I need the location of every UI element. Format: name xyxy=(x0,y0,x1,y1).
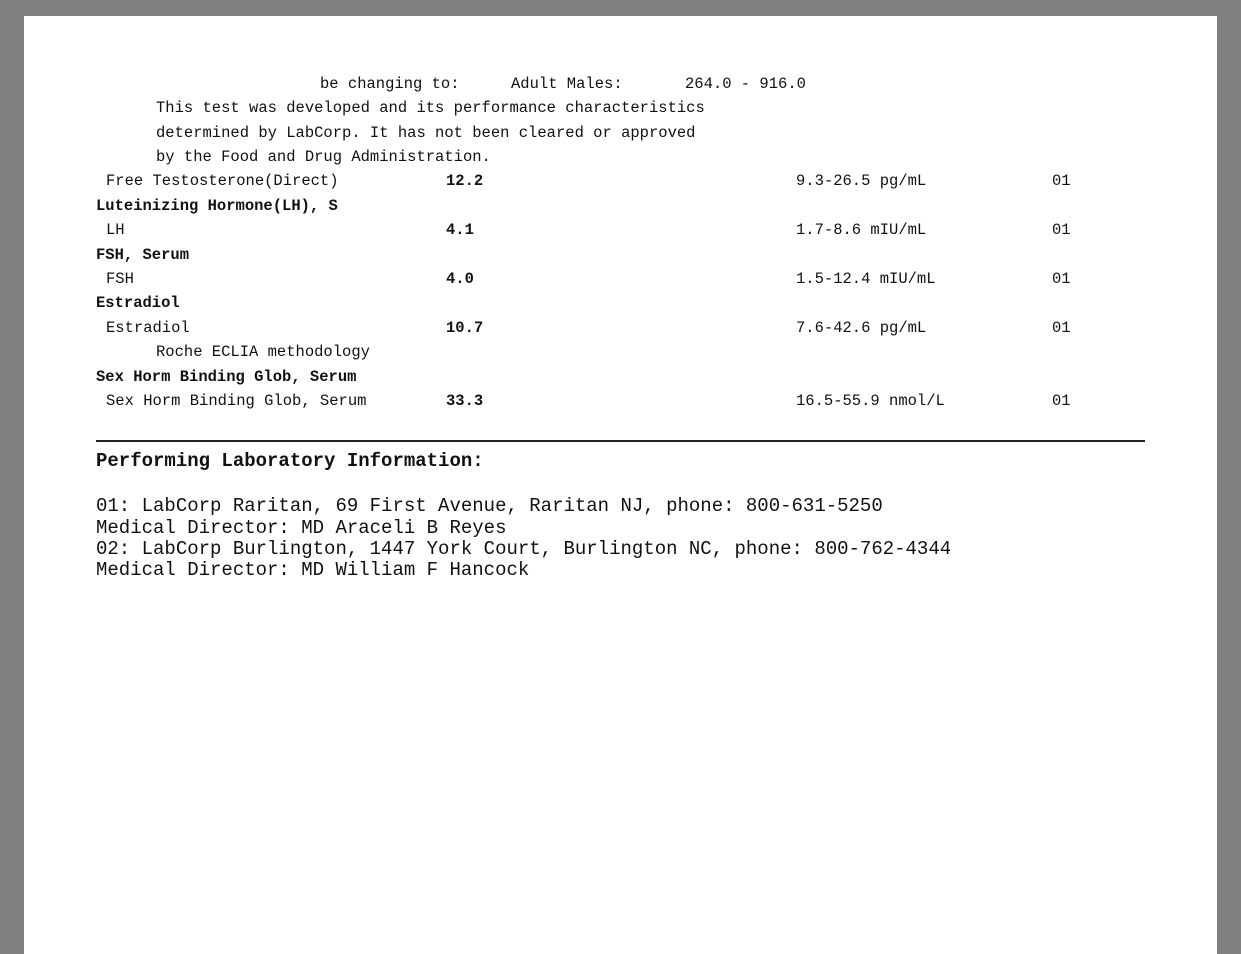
report-page xyxy=(24,16,1217,954)
lab-02-director: Medical Director: MD William F Hancock xyxy=(96,559,530,581)
reference-range: 1.7-8.6 mIU/mL xyxy=(796,221,927,239)
performing-lab-heading: Performing Laboratory Information: xyxy=(96,450,484,472)
disclaimer-line-1: This test was developed and its performance characteristics xyxy=(156,99,705,117)
test-name: Free Testosterone(Direct) xyxy=(106,172,339,190)
lab-code: 01 xyxy=(1052,319,1071,337)
section-heading-fsh: FSH, Serum xyxy=(96,246,190,264)
lab-02-address: 02: LabCorp Burlington, 1447 York Court, Burlington NC, phone: 800-762-4344 xyxy=(96,538,952,560)
reference-range: 9.3-26.5 pg/mL xyxy=(796,172,927,190)
test-value: 12.2 xyxy=(446,172,484,190)
disclaimer-line-2: determined by LabCorp. It has not been cleared or approved xyxy=(156,124,696,142)
lab-code: 01 xyxy=(1052,172,1071,190)
changing-range: 264.0 - 916.0 xyxy=(685,75,806,93)
lab-01-director: Medical Director: MD Araceli B Reyes xyxy=(96,517,507,539)
test-value: 33.3 xyxy=(446,392,484,410)
reference-range: 16.5-55.9 nmol/L xyxy=(796,392,945,410)
reference-range: 1.5-12.4 mIU/mL xyxy=(796,270,936,288)
disclaimer-line-3: by the Food and Drug Administration. xyxy=(156,148,491,166)
section-heading-estradiol: Estradiol xyxy=(96,294,180,312)
lab-code: 01 xyxy=(1052,392,1071,410)
test-value: 10.7 xyxy=(446,319,484,337)
section-heading-lh: Luteinizing Hormone(LH), S xyxy=(96,197,338,215)
section-heading-shbg: Sex Horm Binding Glob, Serum xyxy=(96,368,357,386)
reference-range: 7.6-42.6 pg/mL xyxy=(796,319,927,337)
test-name: LH xyxy=(106,221,125,239)
test-name: Estradiol xyxy=(106,319,190,337)
lab-code: 01 xyxy=(1052,270,1071,288)
test-name: Sex Horm Binding Glob, Serum xyxy=(106,392,367,410)
section-divider xyxy=(96,440,1145,442)
changing-label: be changing to: xyxy=(320,75,460,93)
test-value: 4.1 xyxy=(446,221,474,239)
estradiol-method-note: Roche ECLIA methodology xyxy=(156,343,370,361)
lab-01-address: 01: LabCorp Raritan, 69 First Avenue, Raritan NJ, phone: 800-631-5250 xyxy=(96,495,883,517)
changing-group: Adult Males: xyxy=(511,75,623,93)
test-value: 4.0 xyxy=(446,270,474,288)
test-name: FSH xyxy=(106,270,134,288)
lab-code: 01 xyxy=(1052,221,1071,239)
